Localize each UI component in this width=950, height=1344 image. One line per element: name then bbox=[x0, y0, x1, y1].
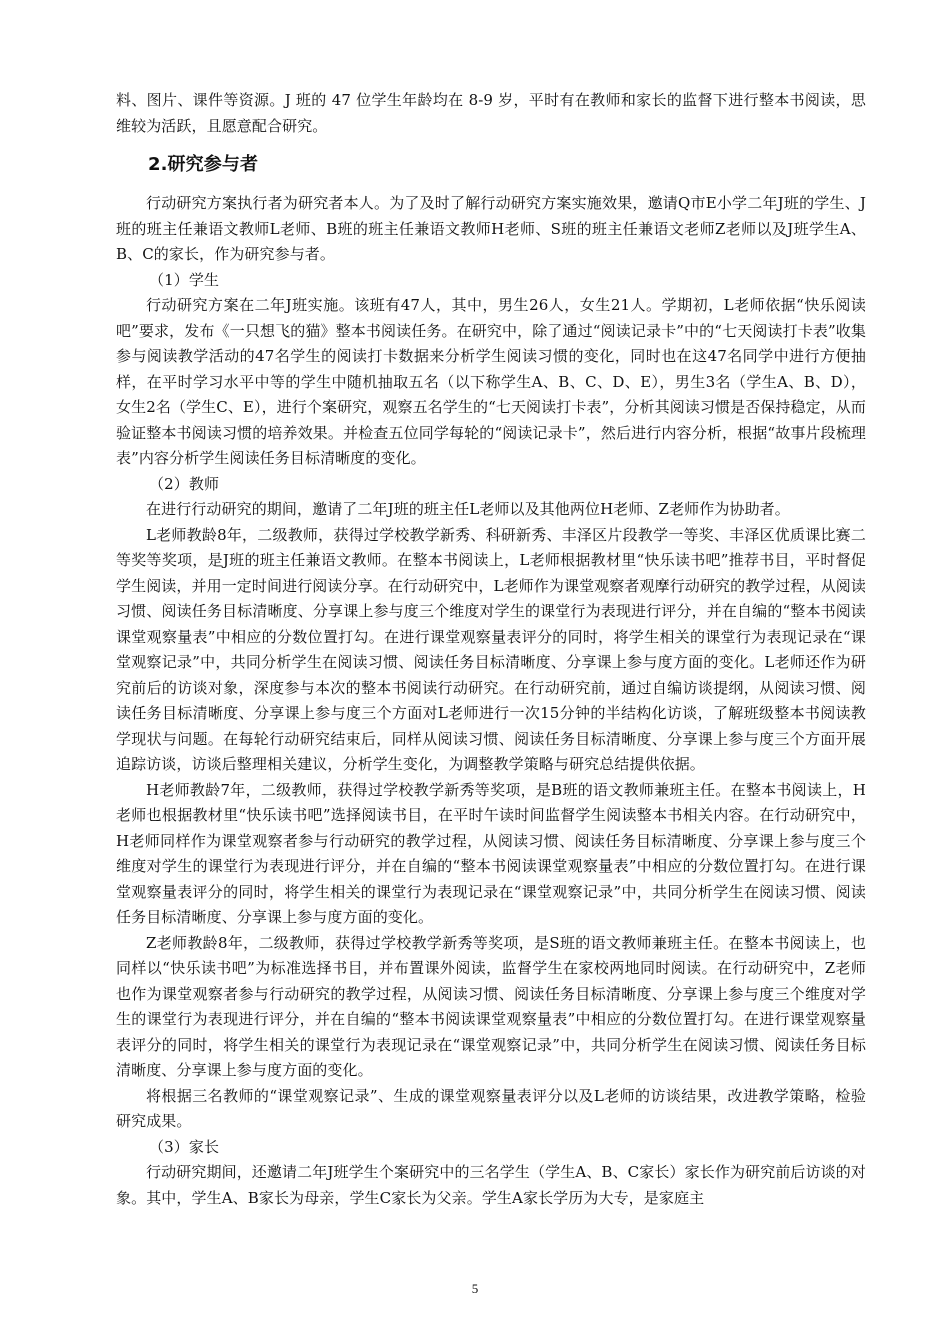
teachers-paragraph-1: 在进行行动研究的期间，邀请了二年J班的班主任L老师以及其他两位H老师、Z老师作为协助者。 bbox=[146, 500, 790, 518]
teachers-heading: （2）教师 bbox=[149, 474, 220, 493]
students-paragraph: 行动研究方案在二年J班实施。该班有47人，其中，男生26人，女生21人。学期初，L老师依据“快乐阅读吧”要求，发布《一只想飞的猫》整本书阅读任务。在研究中，除了通过“阅读记录卡”中的“七天阅读打卡表”收集参与阅读教学活动的47名学生的阅读打卡数据来分析学生阅读习惯的变化，同时也在这47名同学中进行方便抽样，在平时学习水平中等的学生中随机抽取五名（以下称学生A、B、C、D、E），男生3名（学生A、B、D），女生2名（学生C、E），进行个案研究，观察五名学生的“七天阅读打卡表”，分析其阅读习惯是否保持稳定，从而验证整本书阅读习惯的培养效果。并检查五位同学每轮的“阅读记录卡”，然后进行内容分析，根据“故事片段梳理表”内容分析学生阅读任务目标清晰度的变化。 bbox=[116, 296, 867, 467]
students-heading: （1）学生 bbox=[149, 270, 220, 289]
teacher-z-paragraph: Z老师教龄8年，二级教师，获得过学校教学新秀等奖项，是S班的语文教师兼班主任。在整本书阅读上，也同样以“快乐读书吧”为标准选择书目，并布置课外阅读，监督学生在家校两地同时阅读。在行动研究中，Z老师也作为课堂观察者参与行动研究的教学过程，从阅读习惯、阅读任务目标清晰度、分享课上参与度三个维度对学生的课堂行为表现进行评分，并在自编的“整本书阅读课堂观察量表”中相应的分数位置打勾。在进行课堂观察量表评分的同时，将学生相关的课堂行为表现记录在“课堂观察记录”中，共同分析学生在阅读习惯、阅读任务目标清晰度、分享课上参与度方面的变化。 bbox=[116, 933, 866, 1079]
teacher-h-paragraph: H老师教龄7年，二级教师，获得过学校教学新秀等奖项，是B班的语文教师兼班主任。在整本书阅读上，H老师也根据教材里“快乐读书吧”选择阅读书目，在平时午读时间监督学生阅读整本书相关内容。在行动研究中，H老师同样作为课堂观察者参与行动研究的教学过程，从阅读习惯、阅读任务目标清晰度、分享课上参与度三个维度对学生的课堂行为表现进行评分，并在自编的“整本书阅读课堂观察量表”中相应的分数位置打勾。在进行课堂观察量表评分的同时，将学生相关的课堂行为表现记录在“课堂观察记录”中，共同分析学生在阅读习惯、阅读任务目标清晰度、分享课上参与度方面的变化。 bbox=[116, 780, 866, 926]
parents-paragraph: 行动研究期间，还邀请二年J班学生个案研究中的三名学生（学生A、B、C家长）家长作为研究前后访谈的对象。其中，学生A、B家长为母亲，学生C家长为父亲。学生A家长学历为大专，是家庭主 bbox=[116, 1163, 866, 1207]
paragraph-continuation: 料、图片、课件等资源。J 班的 47 位学生年龄均在 8-9 岁，平时有在教师和家长的监督下进行整本书阅读，思维较为活跃，且愿意配合研究。 bbox=[116, 91, 866, 135]
parents-heading: （3）家长 bbox=[149, 1137, 220, 1156]
section-heading: 2.研究参与者 bbox=[148, 154, 259, 175]
teacher-l-paragraph: L老师教龄8年，二级教师，获得过学校教学新秀、科研新秀、丰泽区片段教学一等奖、丰泽区优质课比赛二等奖等奖项，是J班的班主任兼语文教师。在整本书阅读上，L老师根据教材里“快乐读书吧”推荐书目，平时督促学生阅读，并用一定时间进行阅读分享。在行动研究中，L老师作为课堂观察者观摩行动研究的教学过程，从阅读习惯、阅读任务目标清晰度、分享课上参与度三个维度对学生的课堂行为表现进行评分，并在自编的“整本书阅读课堂观察量表”中相应的分数位置打勾。在进行课堂观察量表评分的同时，将学生相关的课堂行为表现记录在“课堂观察记录”中，共同分析学生在阅读习惯、阅读任务目标清晰度、分享课上参与度方面的变化。L老师还作为研究前后的访谈对象，深度参与本次的整本书阅读行动研究。在行动研究前，通过自编访谈提纲，从阅读习惯、阅读任务目标清晰度、分享课上参与度三个方面对L老师进行一次15分钟的半结构化访谈，了解班级整本书阅读教学现状与问题。在每轮行动研究结束后，同样从阅读习惯、阅读任务目标清晰度、分享课上参与度三个方面开展追踪访谈，访谈后整理相关建议，分析学生变化，为调整教学策略与研究总结提供依据。 bbox=[116, 525, 866, 773]
page-content bbox=[116, 88, 866, 1211]
page-number: 5 bbox=[471, 1281, 479, 1296]
teachers-summary-paragraph: 将根据三名教师的“课堂观察记录”、生成的课堂观察量表评分以及L老师的访谈结果，改进教学策略，检验研究成果。 bbox=[116, 1086, 866, 1130]
intro-paragraph: 行动研究方案执行者为研究者本人。为了及时了解行动研究方案实施效果，邀请Q市E小学二年J班的学生、J班的班主任兼语文教师L老师、B班的班主任兼语文教师H老师、S班的班主任兼语文老师Z老师以及J班学生A、B、C的家长，作为研究参与者。 bbox=[116, 194, 866, 263]
